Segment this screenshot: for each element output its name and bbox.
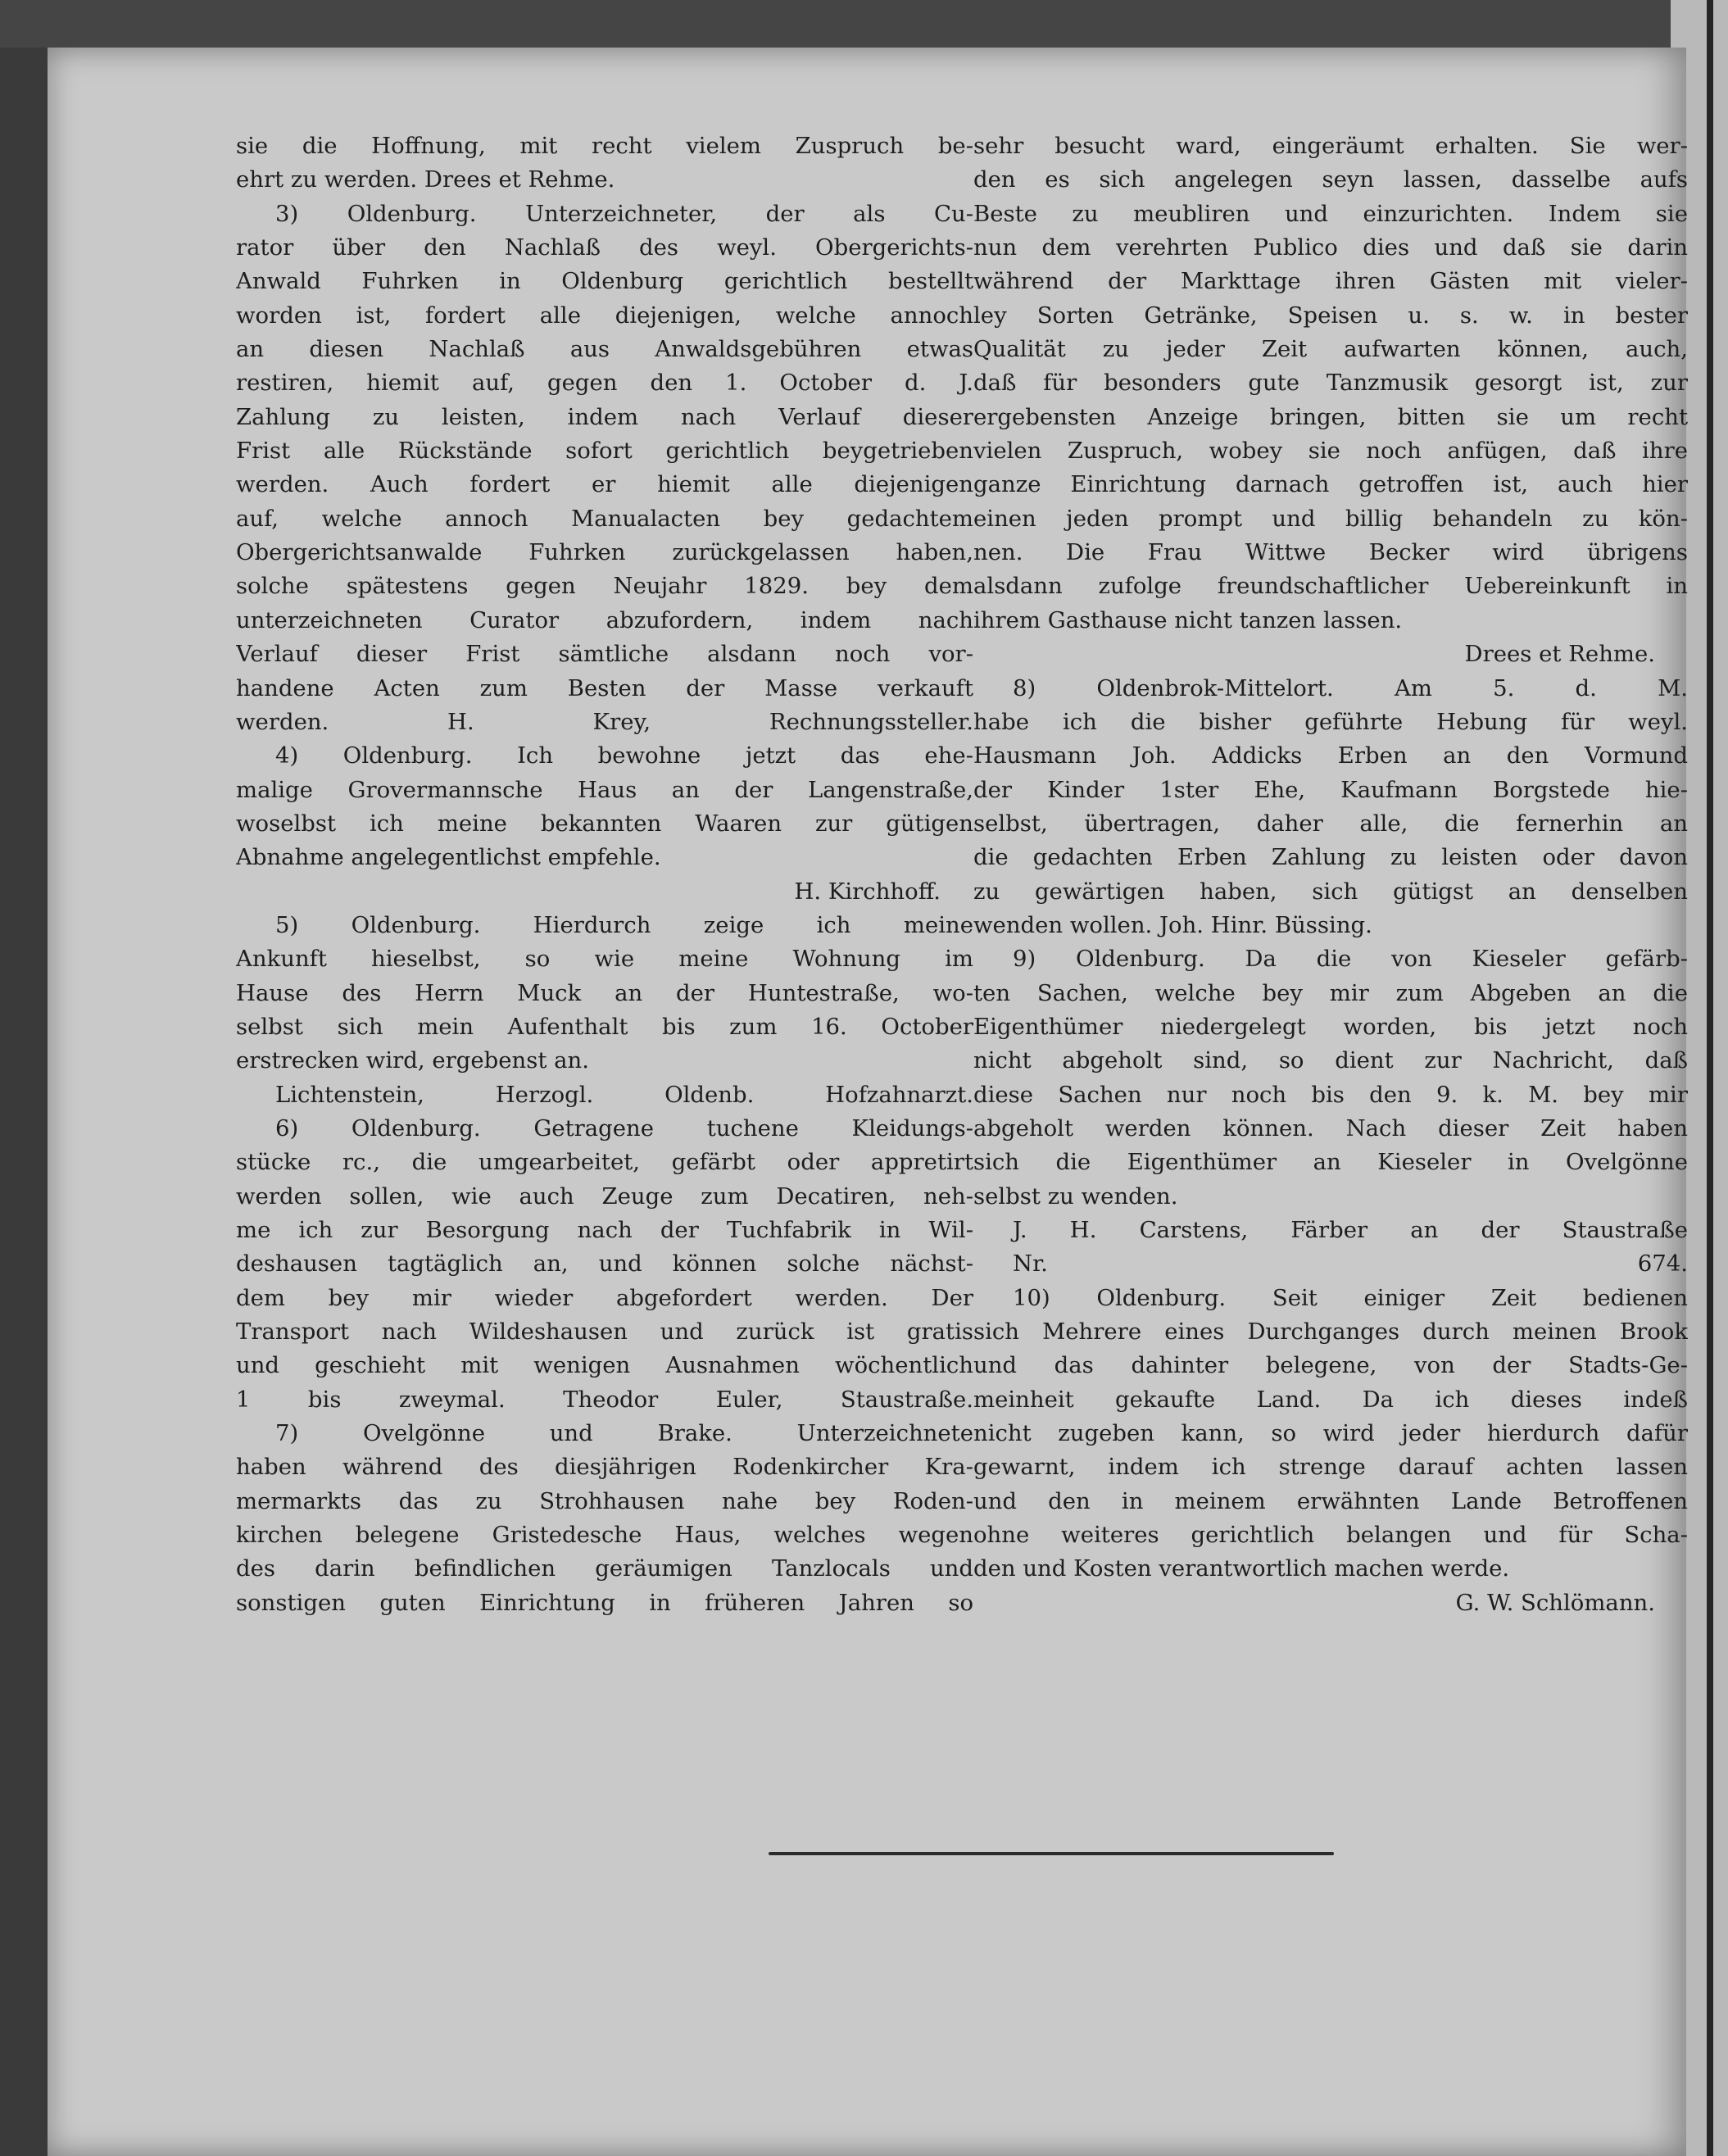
text-line: Hause des Herrn Muck an der Huntestraße, wo- bbox=[236, 979, 973, 1006]
text-line: den es sich angelegen seyn lassen, dasselbe aufs bbox=[973, 166, 1688, 193]
text-line: solche spätestens gegen Neujahr 1829. bey dem bbox=[236, 573, 973, 600]
text-line: me ich zur Besorgung nach der Tuchfabrik in Wil- bbox=[236, 1217, 973, 1243]
text-line: dem bey mir wieder abgefordert werden. Der bbox=[236, 1284, 973, 1311]
text-line: Transport nach Wildeshausen und zurück ist gratis bbox=[236, 1319, 973, 1346]
text-line: Ankunft hieselbst, so wie meine Wohnung im bbox=[236, 946, 973, 973]
scan-border-top bbox=[0, 0, 1728, 48]
text-line: wenden wollen. Joh. Hinr. Büssing. bbox=[973, 911, 1372, 938]
text-line: 1 bis zweymal. Theodor Euler, Staustraße. bbox=[236, 1386, 973, 1413]
text-line: unterzeichneten Curator abzufordern, indem nach bbox=[236, 606, 973, 633]
text-line: werden. H. Krey, Rechnungssteller. bbox=[236, 708, 973, 735]
text-line: ganze Einrichtung darnach getroffen ist, auch hier bbox=[973, 471, 1688, 498]
text-line: zu gewärtigen haben, sich gütigst an denselben bbox=[973, 878, 1688, 905]
text-line: Obergerichtsanwalde Fuhrken zurückgelassen haben, bbox=[236, 539, 973, 566]
text-line: restiren, hiemit auf, gegen den 1. October d. J. bbox=[236, 370, 973, 397]
text-line: nicht zugeben kann, so wird jeder hierdurch dafür bbox=[973, 1420, 1688, 1447]
text-line: alsdann zufolge freundschaftlicher Uebereinkunft in bbox=[973, 573, 1688, 600]
text-line: selbst sich mein Aufenthalt bis zum 16. October bbox=[236, 1013, 973, 1040]
text-line: Anwald Fuhrken in Oldenburg gerichtlich bestellt bbox=[236, 268, 973, 295]
text-line: kirchen belegene Gristedesche Haus, welches wegen bbox=[236, 1522, 973, 1549]
text-line: Zahlung zu leisten, indem nach Verlauf dieser bbox=[236, 403, 973, 430]
text-line: Drees et Rehme. bbox=[1464, 641, 1655, 668]
text-line: deshausen tagtäglich an, und können solche nächst- bbox=[236, 1250, 973, 1278]
text-line: ergebensten Anzeige bringen, bitten sie um recht bbox=[973, 403, 1688, 430]
text-line: Abnahme angelegentlichst empfehle. bbox=[236, 844, 661, 871]
text-line: sehr besucht ward, eingeräumt erhalten. Sie wer- bbox=[973, 133, 1688, 159]
text-line: Eigenthümer niedergelegt worden, bis jetzt noch bbox=[973, 1013, 1688, 1040]
text-line: nicht abgeholt sind, so dient zur Nachricht, daß bbox=[973, 1047, 1688, 1074]
text-line: sie die Hoffnung, mit recht vielem Zuspruch be- bbox=[236, 133, 973, 159]
text-line: stücke rc., die umgearbeitet, gefärbt oder appretirt bbox=[236, 1149, 973, 1176]
text-line: des darin befindlichen geräumigen Tanzlocals und bbox=[236, 1555, 973, 1582]
text-line: nen. Die Frau Wittwe Becker wird übrigens bbox=[973, 539, 1688, 566]
text-line: und das dahinter belegene, von der Stadts-Ge- bbox=[973, 1352, 1688, 1379]
text-line: Verlauf dieser Frist sämtliche alsdann noch vor- bbox=[236, 641, 973, 668]
text-line: 10) Oldenburg. Seit einiger Zeit bedienen bbox=[1013, 1284, 1688, 1311]
text-line: und den in meinem erwähnten Lande Betroffenen bbox=[973, 1487, 1688, 1514]
text-line: sonstigen guten Einrichtung in früheren Jahren so bbox=[236, 1589, 973, 1616]
text-line: ehrt zu werden. Drees et Rehme. bbox=[236, 166, 615, 193]
text-line: G. W. Schlömann. bbox=[1455, 1589, 1655, 1616]
text-line: Frist alle Rückstände sofort gerichtlich beygetrieben bbox=[236, 438, 973, 465]
text-line: meinheit gekaufte Land. Da ich dieses indeß bbox=[973, 1386, 1688, 1413]
text-line: ley Sorten Getränke, Speisen u. s. w. in bester bbox=[973, 302, 1688, 329]
text-line: abgeholt werden können. Nach dieser Zeit haben bbox=[973, 1114, 1688, 1142]
text-line: werden. Auch fordert er hiemit alle diejenigen bbox=[236, 471, 973, 498]
text-line: sich Mehrere eines Durchganges durch meinen Brook bbox=[973, 1319, 1688, 1346]
text-line: an diesen Nachlaß aus Anwaldsgebühren etwas bbox=[236, 336, 973, 363]
text-line: 3) Oldenburg. Unterzeichneter, der als Cu- bbox=[275, 200, 973, 227]
text-line: haben während des diesjährigen Rodenkircher Kra- bbox=[236, 1454, 973, 1481]
text-line: während der Markttage ihren Gästen mit vieler- bbox=[973, 268, 1688, 295]
text-line: rator über den Nachlaß des weyl. Obergerichts- bbox=[236, 234, 973, 261]
text-line: die gedachten Erben Zahlung zu leisten oder davon bbox=[973, 844, 1688, 871]
newspaper-page bbox=[48, 48, 1686, 2156]
text-line: H. Kirchhoff. bbox=[794, 878, 941, 905]
text-line: vielen Zuspruch, wobey sie noch anfügen, daß ihre bbox=[973, 438, 1688, 465]
left-column bbox=[236, 129, 973, 1620]
text-line: woselbst ich meine bekannten Waaren zur gütigen bbox=[236, 810, 973, 837]
text-line: habe ich die bisher geführte Hebung für weyl. bbox=[973, 708, 1688, 735]
text-line: Beste zu meubliren und einzurichten. Indem sie bbox=[973, 200, 1688, 227]
text-line: erstrecken wird, ergebenst an. bbox=[236, 1047, 590, 1074]
text-line: diese Sachen nur noch bis den 9. k. M. bey mir bbox=[973, 1081, 1688, 1108]
text-line: selbst zu wenden. bbox=[973, 1182, 1178, 1210]
text-line: ihrem Gasthause nicht tanzen lassen. bbox=[973, 606, 1403, 633]
text-line: einen jeden prompt und billig behandeln zu kön- bbox=[973, 505, 1688, 532]
closing-rule bbox=[769, 1852, 1334, 1855]
text-line: malige Grovermannsche Haus an der Langenstraße, bbox=[236, 776, 973, 803]
text-line: Qualität zu jeder Zeit aufwarten können, auch, bbox=[973, 336, 1688, 363]
text-line: Hausmann Joh. Addicks Erben an den Vormund bbox=[973, 742, 1688, 769]
scan-edge-line bbox=[1707, 0, 1713, 2156]
text-line: daß für besonders gute Tanzmusik gesorgt ist, zur bbox=[973, 370, 1688, 397]
text-line: J. H. Carstens, Färber an der Staustraße bbox=[1013, 1217, 1688, 1243]
text-line: Nr. 674. bbox=[1013, 1250, 1688, 1278]
text-line: auf, welche annoch Manualacten bey gedachtem bbox=[236, 505, 973, 532]
text-line: sich die Eigenthümer an Kieseler in Ovelgönne bbox=[973, 1149, 1688, 1176]
text-line: der Kinder 1ster Ehe, Kaufmann Borgstede hie- bbox=[973, 776, 1688, 803]
text-line: mermarkts das zu Strohhausen nahe bey Roden- bbox=[236, 1487, 973, 1514]
text-line: 8) Oldenbrok-Mittelort. Am 5. d. M. bbox=[1013, 674, 1688, 701]
text-line: nun dem verehrten Publico dies und daß sie darin bbox=[973, 234, 1688, 261]
right-column bbox=[973, 129, 1688, 1620]
text-line: 7) Ovelgönne und Brake. Unterzeichnete bbox=[275, 1420, 973, 1447]
text-line: selbst, übertragen, daher alle, die fernerhin an bbox=[973, 810, 1688, 837]
text-line: Lichtenstein, Herzogl. Oldenb. Hofzahnarzt. bbox=[275, 1081, 973, 1108]
text-line: 9) Oldenburg. Da die von Kieseler gefärb- bbox=[1013, 946, 1688, 973]
text-line: ohne weiteres gerichtlich belangen und für Scha- bbox=[973, 1522, 1688, 1549]
text-line: gewarnt, indem ich strenge darauf achten lassen bbox=[973, 1454, 1688, 1481]
text-line: worden ist, fordert alle diejenigen, welche annoch bbox=[236, 302, 973, 329]
text-line: ten Sachen, welche bey mir zum Abgeben an die bbox=[973, 979, 1688, 1006]
text-line: handene Acten zum Besten der Masse verkauft bbox=[236, 674, 973, 701]
text-line: werden sollen, wie auch Zeuge zum Decatiren, neh- bbox=[236, 1182, 973, 1210]
text-line: 6) Oldenburg. Getragene tuchene Kleidungs- bbox=[275, 1114, 973, 1142]
text-line: 5) Oldenburg. Hierdurch zeige ich meine bbox=[275, 911, 973, 938]
text-line: 4) Oldenburg. Ich bewohne jetzt das ehe- bbox=[275, 742, 973, 769]
text-line: und geschieht mit wenigen Ausnahmen wöchentlich bbox=[236, 1352, 973, 1379]
text-line: den und Kosten verantwortlich machen werde. bbox=[973, 1555, 1510, 1582]
